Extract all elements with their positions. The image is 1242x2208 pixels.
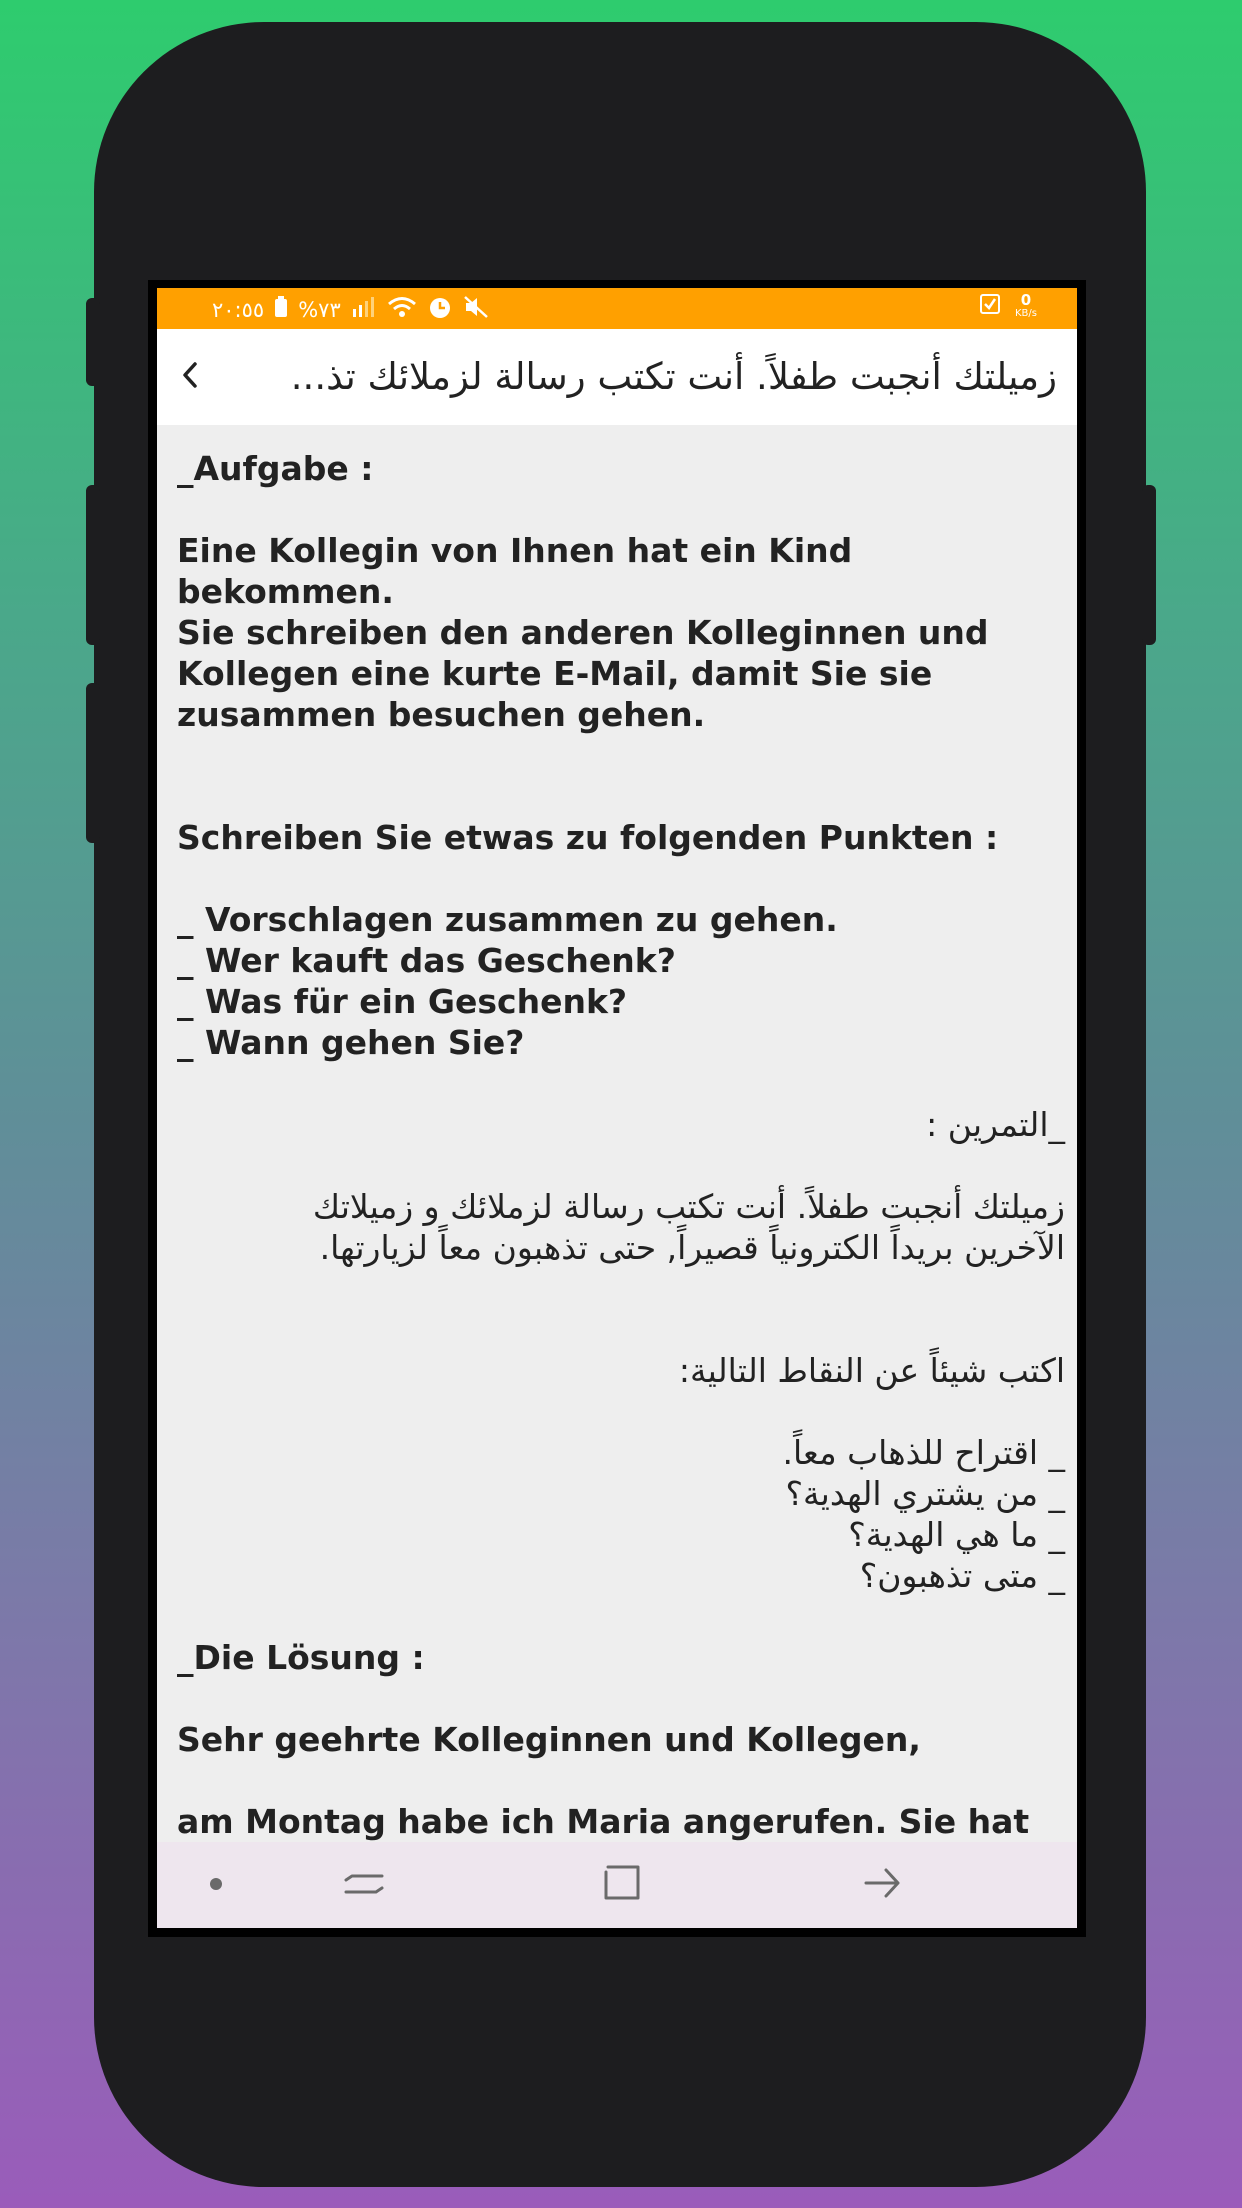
aufgabe-line: Sie schreiben den anderen Kolleginnen und — [177, 613, 989, 652]
point-item: _ Was für ein Geschenk? — [177, 982, 628, 1021]
battery-icon — [274, 296, 288, 323]
mute-icon — [463, 295, 489, 324]
net-speed-unit: KB/s — [1015, 307, 1037, 319]
point-item: _ Wer kauft das Geschenk? — [177, 941, 676, 980]
volume-button — [86, 485, 100, 645]
home-icon — [602, 1864, 642, 1906]
points-heading: Schreiben Sie etwas zu folgenden Punkten : — [177, 818, 999, 857]
checkbox-icon — [979, 293, 1001, 320]
arabic-points-heading: اكتب شيئاً عن النقاط التالية: — [678, 1351, 1065, 1390]
arabic-point-item: _ اقتراح للذهاب معاً. — [782, 1433, 1065, 1472]
dot-icon — [209, 1876, 223, 1895]
alarm-icon — [427, 295, 453, 324]
arabic-point-item: _ من يشتري الهدية؟ — [785, 1474, 1065, 1513]
battery-percent: %٧٣ — [298, 297, 341, 322]
net-speed — [1015, 290, 1037, 320]
article-content[interactable] — [177, 448, 1065, 1883]
arabic-heading: _التمرين : — [926, 1105, 1065, 1144]
home-button[interactable] — [597, 1860, 647, 1910]
arabic-task-line: زميلتك أنجبت طفلاً. أنت تكتب رسالة لزملائك و زميلاتك — [312, 1187, 1065, 1226]
aufgabe-heading: _Aufgabe : — [177, 449, 374, 488]
aufgabe-line: Kollegen eine kurte E-Mail, damit Sie sie — [177, 654, 933, 693]
body-line: am Montag habe ich Maria angerufen. Sie hat — [177, 1802, 1030, 1841]
aufgabe-line: Eine Kollegin von Ihnen hat ein Kind bekommen. — [177, 531, 853, 611]
salutation: Sehr geehrte Kolleginnen und Kollegen, — [177, 1720, 921, 1759]
back-arrow-icon — [862, 1865, 902, 1905]
page-title: زميلتك أنجبت طفلاً. أنت تكتب رسالة لزملائك تذ... — [290, 355, 1057, 398]
back-button[interactable] — [165, 351, 215, 403]
status-bar — [157, 288, 1077, 329]
volume-button — [86, 298, 100, 386]
recent-apps-button[interactable] — [339, 1860, 389, 1910]
recent-apps-icon — [344, 1866, 384, 1904]
bixby-button — [86, 683, 100, 843]
back-nav-button[interactable] — [857, 1860, 907, 1910]
app-bar — [157, 329, 1077, 425]
power-button — [1142, 485, 1156, 645]
arabic-point-item: _ ما هي الهدية؟ — [848, 1515, 1065, 1554]
arabic-task-line: الآخرين بريداً الكترونياً قصيراً, حتى تذهبون معاً لزيارتها. — [319, 1228, 1065, 1267]
nav-dot-button[interactable] — [191, 1860, 241, 1910]
navigation-bar — [157, 1842, 1077, 1928]
aufgabe-line: zusammen besuchen gehen. — [177, 695, 706, 734]
point-item: _ Wann gehen Sie? — [177, 1023, 525, 1062]
signal-icon — [351, 297, 377, 322]
arabic-point-item: _ متى تذهبون؟ — [859, 1556, 1065, 1595]
phone-screen — [157, 288, 1077, 1928]
solution-heading: _Die Lösung : — [177, 1638, 425, 1677]
chevron-left-icon — [179, 361, 201, 393]
wifi-icon — [387, 296, 417, 323]
point-item: _ Vorschlagen zusammen zu gehen. — [177, 900, 838, 939]
clock: ٢٠:٥٥ — [212, 297, 265, 322]
net-speed-value: 0 — [1020, 290, 1032, 309]
status-left — [212, 295, 489, 324]
status-right — [979, 290, 1037, 320]
